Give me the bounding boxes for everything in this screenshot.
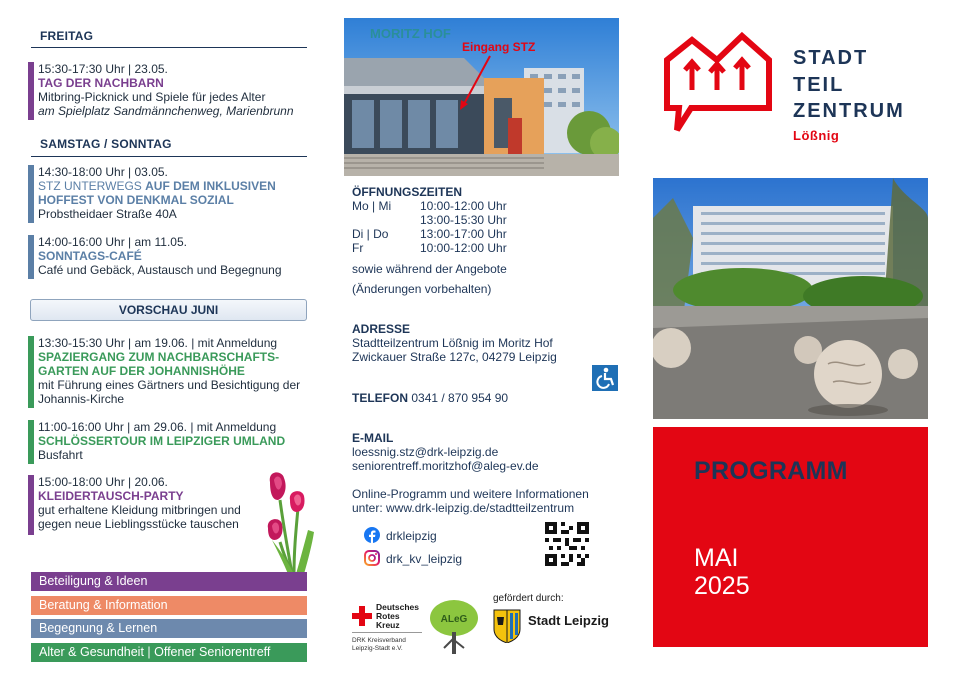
address-line-1: Stadtteilzentrum Lößnig im Moritz Hof [352, 336, 553, 350]
program-title: PROGRAMM [694, 457, 848, 485]
event-color-bar [28, 62, 34, 120]
event-time: 15:00-18:00 Uhr | 20.06. [38, 475, 168, 489]
event-description-line2: Johannis-Kirche [38, 392, 125, 406]
stadt-leipzig-logo-text: Stadt Leipzig [528, 613, 609, 628]
hours-note: sowie während der Angebote [352, 262, 507, 276]
wheelchair-accessible-icon [592, 365, 618, 391]
photo-sign-text: MORITZ HOF [370, 26, 451, 41]
category-alter-gesundheit: Alter & Gesundheit | Offener Seniorentreff [31, 643, 307, 662]
event-title: SPAZIERGANG ZUM NACHBARSCHAFTS- [38, 350, 280, 364]
program-month: MAI [694, 544, 739, 572]
brand-word-3: ZENTRUM [793, 100, 905, 122]
divider [31, 156, 307, 157]
aleg-tree-logo [428, 598, 480, 654]
phone-number[interactable]: 0341 / 870 954 90 [411, 391, 509, 405]
event-description: mit Führung eines Gärtners und Besichtigung der [38, 378, 301, 392]
event-color-bar [28, 336, 34, 408]
online-info-line-2[interactable]: unter: www.drk-leipzig.de/stadtteilzentrum [352, 501, 575, 515]
divider [31, 47, 307, 48]
drk-subtitle-line: Leipzig-Stadt e.V. [352, 645, 403, 652]
event-time: 13:30-15:30 Uhr | am 19.06. | mit Anmeldung [38, 336, 278, 350]
aleg-logo-text: ALeG [440, 614, 468, 625]
category-beratung: Beratung & Information [31, 596, 307, 615]
email-link-2[interactable]: seniorentreff.moritzhof@aleg-ev.de [352, 459, 539, 473]
event-title-line2: GARTEN AUF DER JOHANNISHÖHE [38, 364, 245, 378]
event-time: 11:00-16:00 Uhr | am 29.06. | mit Anmeldung [38, 420, 277, 434]
hours-time: 13:00-15:30 Uhr [420, 213, 507, 227]
hours-time: 13:00-17:00 Uhr [420, 227, 507, 241]
drk-subtitle [352, 637, 406, 653]
red-cross-icon [352, 606, 372, 626]
event-description: Busfahrt [38, 448, 83, 462]
email-link-1[interactable]: loessnig.stz@drk-leipzig.de [352, 445, 499, 459]
hours-disclaimer: (Änderungen vorbehalten) [352, 282, 492, 296]
leipzig-coat-of-arms-icon [493, 609, 521, 643]
hours-row [352, 227, 532, 241]
facebook-handle[interactable]: drkleipzig [386, 529, 437, 543]
hours-row [352, 213, 532, 227]
event-stz-unterwegs [28, 165, 308, 223]
stadtteilzentrum-house-logo [657, 30, 779, 136]
brand-word-2: TEIL [793, 74, 845, 96]
event-time: 15:30-17:30 Uhr | 23.05. [38, 62, 168, 76]
event-title: AUF DEM INKLUSIVEN [145, 179, 276, 193]
event-title: KLEIDERTAUSCH-PARTY [38, 489, 184, 503]
drk-logo-line: Kreuz [376, 620, 400, 630]
hours-days: Mo | Mi [352, 199, 392, 213]
event-time: 14:30-18:00 Uhr | 03.05. [38, 165, 168, 179]
event-color-bar [28, 235, 34, 279]
funded-by-label: gefördert durch: [493, 593, 564, 604]
instagram-icon [364, 550, 380, 566]
event-tag-der-nachbarn [28, 62, 318, 120]
facebook-icon [364, 527, 380, 543]
event-place: am Spielplatz Sandmännchenweg, Marienbrunn [38, 104, 294, 118]
brand-subtitle: Lößnig [793, 128, 840, 143]
event-title: SCHLÖSSERTOUR IM LEIPZIGER UMLAND [38, 434, 286, 448]
event-title: SONNTAGS-CAFÉ [38, 249, 142, 263]
event-color-bar [28, 475, 34, 535]
phone-line [352, 391, 508, 405]
address-heading: ADRESSE [352, 322, 411, 336]
event-time: 14:00-16:00 Uhr | am 11.05. [38, 235, 187, 249]
square-stone-balls-photo [653, 178, 928, 419]
event-sonntags-cafe [28, 235, 313, 279]
address-line-2: Zwickauer Straße 127c, 04279 Leipzig [352, 350, 557, 364]
event-title: TAG DER NACHBARN [38, 76, 164, 90]
event-description: Café und Gebäck, Austausch und Begegnung [38, 263, 282, 277]
drk-subtitle-line: DRK Kreisverband [352, 637, 406, 644]
event-color-bar [28, 165, 34, 223]
event-description: Probstheidaer Straße 40A [38, 207, 177, 221]
category-beteiligung: Beteiligung & Ideen [31, 572, 307, 591]
brand-word-1: STADT [793, 47, 869, 69]
event-title-line2: HOFFEST VON DENKMAL SOZIAL [38, 193, 234, 207]
event-description-line2: gegen neue Lieblingsstücke tauschen [38, 517, 239, 531]
hours-row [352, 199, 532, 213]
hours-row [352, 241, 532, 255]
hours-days: Di | Do [352, 227, 389, 241]
instagram-handle[interactable]: drk_kv_leipzig [386, 552, 463, 566]
event-title-light: STZ UNTERWEGS [38, 179, 142, 193]
divider [352, 632, 422, 633]
heading-friday: FREITAG [40, 29, 94, 43]
event-description: gut erhaltene Kleidung mitbringen und [38, 503, 241, 517]
hours-time: 10:00-12:00 Uhr [420, 199, 507, 213]
hours-table [352, 199, 532, 255]
event-schloessertour [28, 420, 318, 464]
hours-heading: ÖFFNUNGSZEITEN [352, 185, 462, 199]
preview-june-heading: VORSCHAU JUNI [30, 299, 307, 321]
online-info-line-1: Online-Programm und weitere Informationen [352, 487, 589, 501]
email-heading: E-MAIL [352, 431, 394, 445]
category-begegnung: Begegnung & Lernen [31, 619, 307, 638]
drk-logo-text [376, 603, 419, 630]
photo-label-entrance: Eingang STZ [462, 40, 536, 54]
drk-logo-line: Deutsches [376, 602, 419, 612]
program-year: 2025 [694, 572, 750, 600]
phone-label: TELEFON [352, 391, 408, 405]
tulips-illustration [258, 470, 320, 574]
hours-days: Fr [352, 241, 364, 255]
event-kleidertausch [28, 475, 268, 535]
building-entrance-photo [344, 18, 619, 176]
heading-weekend: SAMSTAG / SONNTAG [40, 137, 172, 151]
event-description: Mitbring-Picknick und Spiele für jedes Alter [38, 90, 266, 104]
drk-logo-line: Rotes [376, 611, 400, 621]
event-color-bar [28, 420, 34, 464]
event-spaziergang [28, 336, 323, 408]
qr-code[interactable] [545, 522, 589, 566]
hours-time: 10:00-12:00 Uhr [420, 241, 507, 255]
